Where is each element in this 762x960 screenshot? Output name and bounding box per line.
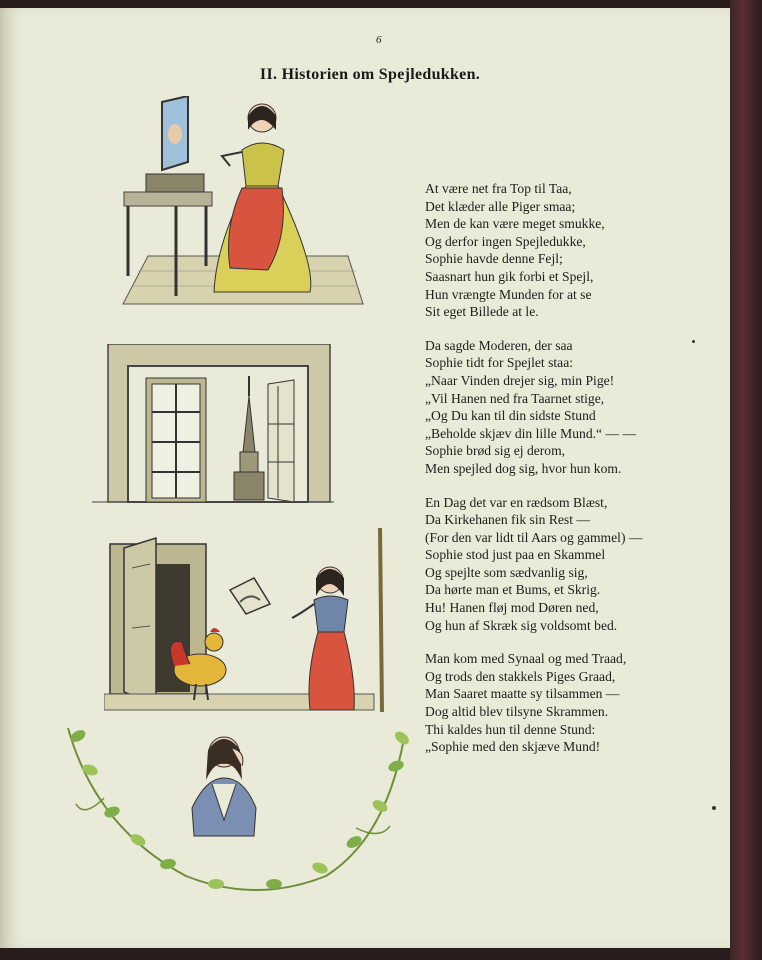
poem-line: Man kom med Synaal og med Traad, [425,651,627,667]
ink-spot [712,806,716,810]
page-number: 6 [376,34,382,46]
poem-text [425,180,725,772]
poem-line: Og hun af Skræk sig voldsomt bed. [425,617,618,633]
poem-line: (For den var lidt til Aars og gammel) — [425,529,643,545]
poem-line: Men de kan være meget smukke, [425,216,605,232]
poem-line: Sophie stod just paa en Skammel [425,547,606,563]
poem-line: Og spejlte som sædvanlig sig, [425,564,588,580]
stanza [425,494,725,635]
poem-line: Da Kirkehanen fik sin Rest — [425,512,590,528]
page-title: II. Historien om Spejledukken. [259,66,481,83]
poem-line: „Naar Vinden drejer sig, min Pige! [425,372,615,388]
poem-line: Og trods den stakkels Piges Graad, [425,668,616,684]
poem-line: Da sagde Moderen, der saa [425,337,573,353]
poem-line: Saasnart hun gik forbi et Spejl, [425,268,594,284]
ink-spot [692,340,695,343]
poem-line: Hu! Hanen fløj mod Døren ned, [425,600,599,616]
poem-line: Man Saaret maatte sy tilsammen — [425,686,620,702]
poem-line: At være net fra Top til Taa, [425,181,572,196]
poem-line: Sophie brød sig ej derom, [425,443,566,459]
poem-line: „Og Du kan til din sidste Stund [425,408,596,424]
poem-line: Dog altid blev tilsyne Skrammen. [425,704,609,720]
poem-line: Sophie tidt for Spejlet staa: [425,355,573,371]
poem-line: „Beholde skjæv din lille Mund.“ — — [425,425,637,441]
stanza [425,337,725,478]
poem-line: Men spejled dog sig, hvor hun kom. [425,460,622,476]
poem-line: „Vil Hanen ned fra Taarnet stige, [425,390,605,406]
poem-line: Og derfor ingen Spejledukke, [425,233,586,249]
illustration-church-tower-window [92,344,334,504]
book-cover-edge [730,0,762,960]
poem-line: „Sophie med den skjæve Mund! [425,739,601,755]
illustration-rooster-and-girl [104,508,414,730]
stanza [425,650,725,756]
poem-line: Sophie havde denne Fejl; [425,251,563,267]
illustration-weeping-girl-wreath [56,708,416,904]
poem-line: Thi kaldes hun til denne Stund: [425,721,596,737]
poem-line: Da hørte man et Bums, et Skrig. [425,582,601,598]
illustration-girl-at-mirror [118,96,368,308]
poem-line: Det klæder alle Piger smaa; [425,198,576,214]
poem-line: En Dag det var en rædsom Blæst, [425,494,608,510]
stanza [425,180,725,321]
poem-line: Sit eget Billede at le. [425,304,539,320]
book-page [0,8,730,948]
poem-line: Hun vrængte Munden for at se [425,286,592,302]
